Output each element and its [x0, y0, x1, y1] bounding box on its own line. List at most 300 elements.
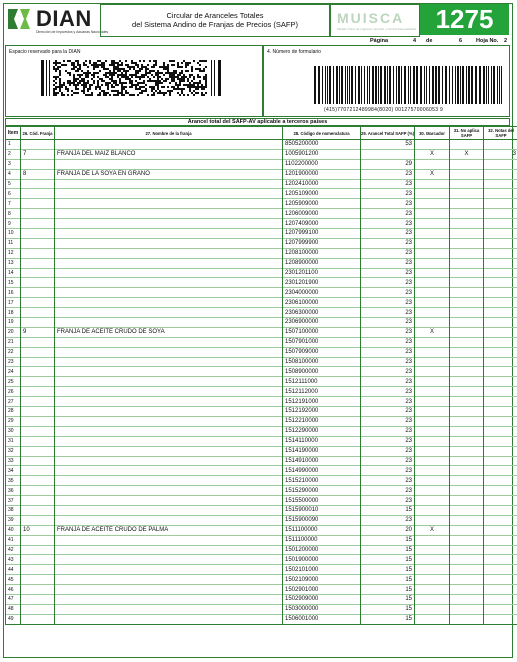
cell-notas: [484, 169, 517, 179]
cell-marcador: [415, 614, 450, 624]
cell-arancel: 23: [361, 268, 415, 278]
cell-marcador: [415, 140, 450, 150]
cell-marcador: [415, 535, 450, 545]
cell-notas: [484, 347, 517, 357]
table-header-row: [6, 127, 517, 140]
cell-no-aplica: [450, 496, 484, 506]
cell-arancel: 23: [361, 357, 415, 367]
cell-item: 25: [6, 377, 21, 387]
cell-no-aplica: [450, 140, 484, 150]
cell-marcador: [415, 505, 450, 515]
pagina-label: Página: [370, 38, 389, 44]
cell-nombre-franja: [55, 248, 283, 258]
cell-arancel: 23: [361, 377, 415, 387]
cell-cod-franja: [21, 446, 55, 456]
form-title-box: [100, 4, 330, 37]
cell-notas: [484, 614, 517, 624]
table-row: [6, 278, 517, 288]
pdf417-code-icon: [41, 60, 221, 96]
cell-no-aplica: [450, 189, 484, 199]
cell-item: 17: [6, 298, 21, 308]
cell-no-aplica: [450, 179, 484, 189]
cell-nombre-franja: [55, 535, 283, 545]
cell-no-aplica: [450, 397, 484, 407]
cell-nomenclatura: 1506001000: [283, 614, 361, 624]
cell-nombre-franja: [55, 238, 283, 248]
cell-notas: [484, 505, 517, 515]
col-arancel: 29. Arancel Total SAFP (%): [361, 127, 415, 140]
cell-nomenclatura: 1508100000: [283, 357, 361, 367]
table-row: [6, 476, 517, 486]
cell-marcador: [415, 387, 450, 397]
cell-item: 28: [6, 407, 21, 417]
hoja-label: Hoja No.: [476, 38, 499, 44]
cell-marcador: X: [415, 169, 450, 179]
table-row: [6, 337, 517, 347]
cell-marcador: [415, 456, 450, 466]
cell-marcador: [415, 416, 450, 426]
cell-item: 2: [6, 149, 21, 159]
cell-marcador: [415, 238, 450, 248]
table-row: [6, 377, 517, 387]
cell-marcador: [415, 229, 450, 239]
cell-no-aplica: [450, 387, 484, 397]
cell-arancel: 23: [361, 436, 415, 446]
cell-cod-franja: [21, 575, 55, 585]
cell-no-aplica: [450, 288, 484, 298]
franjas-table: [5, 126, 517, 625]
table-row: [6, 565, 517, 575]
cell-cod-franja: [21, 515, 55, 525]
cell-marcador: [415, 308, 450, 318]
cell-notas: [484, 199, 517, 209]
cell-nombre-franja: [55, 515, 283, 525]
cell-item: 37: [6, 496, 21, 506]
cell-item: 5: [6, 179, 21, 189]
cell-item: 3: [6, 159, 21, 169]
cell-nomenclatura: 1512192000: [283, 407, 361, 417]
cell-arancel: 15: [361, 594, 415, 604]
cell-arancel: 23: [361, 258, 415, 268]
cell-nombre-franja: [55, 229, 283, 239]
cell-arancel: 23: [361, 327, 415, 337]
cell-nombre-franja: [55, 159, 283, 169]
cell-arancel: 15: [361, 604, 415, 614]
cell-notas: [484, 476, 517, 486]
cell-notas: [484, 456, 517, 466]
cell-item: 4: [6, 169, 21, 179]
cell-notas: [484, 219, 517, 229]
cell-marcador: X: [415, 525, 450, 535]
table-row: [6, 426, 517, 436]
cell-no-aplica: [450, 248, 484, 258]
cell-arancel: 15: [361, 585, 415, 595]
table-row: [6, 594, 517, 604]
cell-item: 14: [6, 268, 21, 278]
cell-no-aplica: [450, 594, 484, 604]
cell-item: 1: [6, 140, 21, 150]
cell-marcador: [415, 318, 450, 328]
cell-no-aplica: [450, 169, 484, 179]
cell-no-aplica: [450, 407, 484, 417]
table-row: [6, 515, 517, 525]
cell-notas: [484, 140, 517, 150]
cell-nomenclatura: 2306900000: [283, 318, 361, 328]
cell-notas: [484, 486, 517, 496]
cell-marcador: [415, 347, 450, 357]
cell-nomenclatura: 1512290000: [283, 426, 361, 436]
cell-no-aplica: [450, 258, 484, 268]
cell-no-aplica: [450, 238, 484, 248]
cell-notas: [484, 159, 517, 169]
cell-item: 43: [6, 555, 21, 565]
cell-arancel: 23: [361, 387, 415, 397]
cell-notas: [484, 278, 517, 288]
cell-nombre-franja: [55, 278, 283, 288]
barcode-number: (415)7707212489984(8020) 00127570006053 9: [324, 107, 444, 113]
cell-cod-franja: [21, 505, 55, 515]
cell-marcador: X: [415, 327, 450, 337]
cell-cod-franja: [21, 426, 55, 436]
table-row: [6, 268, 517, 278]
cell-nomenclatura: 1502109000: [283, 575, 361, 585]
cell-nomenclatura: 1512112000: [283, 387, 361, 397]
cell-notas: [484, 288, 517, 298]
cell-no-aplica: [450, 505, 484, 515]
cell-nomenclatura: 1515290000: [283, 486, 361, 496]
cell-nomenclatura: 1512210000: [283, 416, 361, 426]
cell-marcador: [415, 357, 450, 367]
cell-item: 33: [6, 456, 21, 466]
table-row: [6, 308, 517, 318]
cell-notas: [484, 407, 517, 417]
cell-cod-franja: [21, 407, 55, 417]
cell-nomenclatura: 1208100000: [283, 248, 361, 258]
cell-marcador: [415, 604, 450, 614]
dian-logo-mark-icon: [8, 9, 30, 29]
cell-nombre-franja: [55, 496, 283, 506]
cell-item: 47: [6, 594, 21, 604]
cell-item: 16: [6, 288, 21, 298]
cell-notas: [484, 248, 517, 258]
table-row: [6, 525, 517, 535]
cell-nombre-franja: [55, 594, 283, 604]
cell-marcador: [415, 426, 450, 436]
col-nombre-franja: 27. Nombre de la franja: [55, 127, 283, 140]
cell-marcador: [415, 377, 450, 387]
cell-item: 45: [6, 575, 21, 585]
cell-cod-franja: [21, 258, 55, 268]
hoja-value: 2: [504, 38, 508, 44]
cell-no-aplica: [450, 545, 484, 555]
cell-notas: [484, 594, 517, 604]
table-row: [6, 496, 517, 506]
cell-no-aplica: [450, 426, 484, 436]
muisca-logo: MUISCA: [337, 10, 405, 26]
cell-no-aplica: [450, 199, 484, 209]
table-row: [6, 318, 517, 328]
cell-cod-franja: [21, 565, 55, 575]
cell-nomenclatura: 1207409000: [283, 219, 361, 229]
cell-nomenclatura: 2306300000: [283, 308, 361, 318]
table-row: [6, 258, 517, 268]
cell-nombre-franja: [55, 357, 283, 367]
cell-item: 44: [6, 565, 21, 575]
cell-arancel: 23: [361, 486, 415, 496]
table-row: [6, 486, 517, 496]
cell-no-aplica: [450, 585, 484, 595]
table-row: [6, 179, 517, 189]
cell-arancel: 23: [361, 248, 415, 258]
cell-marcador: [415, 515, 450, 525]
table-row: [6, 169, 517, 179]
cell-arancel: 23: [361, 288, 415, 298]
cell-arancel: 23: [361, 416, 415, 426]
cell-notas: [484, 565, 517, 575]
cell-cod-franja: [21, 357, 55, 367]
col-nomenclatura: 28. Código de nomenclatura: [283, 127, 361, 140]
cell-nombre-franja: FRANJA DEL MAIZ BLANCO: [55, 149, 283, 159]
cell-arancel: 15: [361, 555, 415, 565]
cell-nombre-franja: [55, 258, 283, 268]
cell-no-aplica: [450, 209, 484, 219]
table-row: [6, 149, 517, 159]
cell-nomenclatura: 1102200000: [283, 159, 361, 169]
col-item: Item: [6, 127, 21, 140]
cell-item: 12: [6, 248, 21, 258]
dian-reserved-label: Espacio reservado para la DIAN: [9, 49, 81, 55]
cell-cod-franja: [21, 268, 55, 278]
cell-nomenclatura: 1005901200: [283, 149, 361, 159]
cell-marcador: [415, 575, 450, 585]
cell-marcador: [415, 496, 450, 506]
table-row: [6, 238, 517, 248]
cell-marcador: [415, 367, 450, 377]
cell-arancel: 53: [361, 140, 415, 150]
dian-logo: [8, 6, 109, 34]
cell-item: 38: [6, 505, 21, 515]
cell-marcador: [415, 248, 450, 258]
cell-nomenclatura: 1515210000: [283, 476, 361, 486]
cell-marcador: [415, 565, 450, 575]
cell-cod-franja: [21, 179, 55, 189]
cell-item: 15: [6, 278, 21, 288]
cell-cod-franja: [21, 456, 55, 466]
cell-marcador: [415, 555, 450, 565]
cell-nombre-franja: [55, 308, 283, 318]
cell-arancel: 23: [361, 169, 415, 179]
table-row: [6, 357, 517, 367]
cell-nombre-franja: [55, 575, 283, 585]
cell-arancel: 23: [361, 199, 415, 209]
cell-nombre-franja: [55, 337, 283, 347]
cell-arancel: 15: [361, 614, 415, 624]
cell-arancel: 15: [361, 575, 415, 585]
cell-notas: [484, 604, 517, 614]
cell-notas: [484, 397, 517, 407]
cell-no-aplica: [450, 416, 484, 426]
cell-no-aplica: [450, 604, 484, 614]
cell-arancel: 23: [361, 308, 415, 318]
cell-notas: [484, 189, 517, 199]
cell-no-aplica: [450, 446, 484, 456]
cell-item: 21: [6, 337, 21, 347]
cell-arancel: 23: [361, 446, 415, 456]
cell-nombre-franja: [55, 585, 283, 595]
cell-nombre-franja: [55, 545, 283, 555]
cell-cod-franja: [21, 476, 55, 486]
cell-nomenclatura: 1507909000: [283, 347, 361, 357]
cell-no-aplica: [450, 327, 484, 337]
cell-nombre-franja: [55, 219, 283, 229]
cell-nombre-franja: [55, 436, 283, 446]
cell-nombre-franja: [55, 377, 283, 387]
table-row: [6, 505, 517, 515]
cell-item: 35: [6, 476, 21, 486]
table-row: [6, 407, 517, 417]
col-cod-franja: 26. Cód. Franja: [21, 127, 55, 140]
cell-item: 49: [6, 614, 21, 624]
cell-nomenclatura: 1502901000: [283, 585, 361, 595]
cell-notas: [484, 308, 517, 318]
cell-cod-franja: [21, 159, 55, 169]
cell-arancel: 23: [361, 456, 415, 466]
cell-cod-franja: [21, 337, 55, 347]
cell-cod-franja: [21, 387, 55, 397]
cell-notas: [484, 337, 517, 347]
cell-cod-franja: [21, 416, 55, 426]
cell-nombre-franja: [55, 466, 283, 476]
cell-notas: [484, 466, 517, 476]
cell-notas: [484, 209, 517, 219]
page-current: 4: [413, 38, 417, 44]
cell-item: 40: [6, 525, 21, 535]
cell-item: 6: [6, 189, 21, 199]
cell-nomenclatura: 1202410000: [283, 179, 361, 189]
cell-no-aplica: [450, 535, 484, 545]
cell-item: 42: [6, 545, 21, 555]
cell-marcador: [415, 268, 450, 278]
cell-cod-franja: [21, 486, 55, 496]
cell-arancel: 23: [361, 496, 415, 506]
cell-arancel: 23: [361, 337, 415, 347]
cell-arancel: 23: [361, 426, 415, 436]
cell-no-aplica: [450, 367, 484, 377]
cell-no-aplica: [450, 357, 484, 367]
table-row: [6, 288, 517, 298]
cell-item: 23: [6, 357, 21, 367]
cell-arancel: 15: [361, 565, 415, 575]
cell-nomenclatura: 2306100000: [283, 298, 361, 308]
cell-notas: 3: [484, 149, 517, 159]
table-row: [6, 229, 517, 239]
cell-nomenclatura: 1511100000: [283, 535, 361, 545]
cell-item: 24: [6, 367, 21, 377]
cell-nombre-franja: [55, 367, 283, 377]
cell-nomenclatura: 1514110000: [283, 436, 361, 446]
cell-cod-franja: [21, 555, 55, 565]
cell-marcador: [415, 337, 450, 347]
cell-nomenclatura: 1502101000: [283, 565, 361, 575]
cell-nomenclatura: 1514910000: [283, 456, 361, 466]
cell-marcador: [415, 288, 450, 298]
cell-cod-franja: [21, 238, 55, 248]
cell-nomenclatura: 1207999900: [283, 238, 361, 248]
cell-item: 22: [6, 347, 21, 357]
cell-marcador: [415, 179, 450, 189]
dian-reserved-box: [5, 45, 263, 117]
table-row: [6, 387, 517, 397]
logo-text: DIAN: [36, 6, 92, 31]
cell-nomenclatura: 1512191000: [283, 397, 361, 407]
cell-nombre-franja: [55, 189, 283, 199]
cell-marcador: [415, 446, 450, 456]
cell-nomenclatura: 1206009000: [283, 209, 361, 219]
cell-item: 26: [6, 387, 21, 397]
cell-notas: [484, 268, 517, 278]
cell-no-aplica: [450, 575, 484, 585]
cell-no-aplica: [450, 337, 484, 347]
table-row: [6, 436, 517, 446]
cell-notas: [484, 446, 517, 456]
cell-marcador: [415, 466, 450, 476]
cell-nombre-franja: FRANJA DE ACEITE CRUDO DE PALMA: [55, 525, 283, 535]
table-row: [6, 585, 517, 595]
cell-nombre-franja: [55, 140, 283, 150]
cell-arancel: 15: [361, 505, 415, 515]
col-marcador: 30. Marcador: [415, 127, 450, 140]
cell-cod-franja: [21, 219, 55, 229]
section-title: Arancel total del SAFP-AV aplicable a terceros países: [5, 118, 510, 126]
cell-nombre-franja: [55, 387, 283, 397]
cell-no-aplica: [450, 456, 484, 466]
cell-item: 29: [6, 416, 21, 426]
cell-marcador: [415, 209, 450, 219]
cell-marcador: [415, 219, 450, 229]
cell-notas: [484, 545, 517, 555]
cell-arancel: 23: [361, 367, 415, 377]
cell-nomenclatura: 8505200000: [283, 140, 361, 150]
cell-cod-franja: [21, 397, 55, 407]
cell-nombre-franja: [55, 555, 283, 565]
cell-arancel: 23: [361, 407, 415, 417]
cell-nombre-franja: [55, 397, 283, 407]
cell-item: 11: [6, 238, 21, 248]
cell-item: 48: [6, 604, 21, 614]
cell-no-aplica: [450, 308, 484, 318]
cell-nomenclatura: 1508900000: [283, 367, 361, 377]
cell-arancel: 23: [361, 278, 415, 288]
cell-cod-franja: 10: [21, 525, 55, 535]
cell-arancel: 23: [361, 476, 415, 486]
cell-no-aplica: [450, 377, 484, 387]
cell-nomenclatura: 2301201100: [283, 268, 361, 278]
cell-nombre-franja: [55, 416, 283, 426]
cell-notas: [484, 555, 517, 565]
cell-item: 39: [6, 515, 21, 525]
cell-arancel: 23: [361, 397, 415, 407]
cell-arancel: 23: [361, 209, 415, 219]
cell-item: 13: [6, 258, 21, 268]
table-row: [6, 189, 517, 199]
cell-nombre-franja: [55, 288, 283, 298]
cell-cod-franja: [21, 545, 55, 555]
cell-item: 46: [6, 585, 21, 595]
muisca-box: [330, 4, 420, 37]
cell-item: 9: [6, 219, 21, 229]
table-row: [6, 347, 517, 357]
cell-item: 19: [6, 318, 21, 328]
